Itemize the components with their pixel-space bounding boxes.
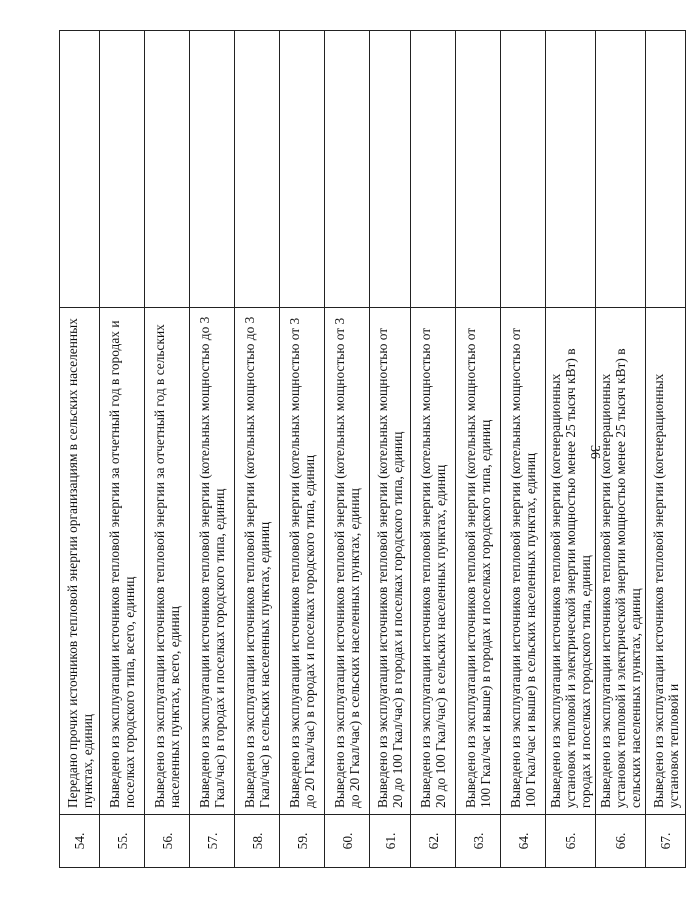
row-description: Выведено из эксплуатации источников тепловой энергии (когенерационных установок тепловой и bbox=[646, 308, 686, 815]
row-number: 60. bbox=[325, 815, 370, 868]
row-value bbox=[280, 31, 325, 308]
table-row bbox=[411, 31, 456, 868]
row-number: 58. bbox=[235, 815, 280, 868]
row-number: 63. bbox=[456, 815, 501, 868]
row-number: 61. bbox=[370, 815, 411, 868]
row-description: Выведено из эксплуатации источников тепловой энергии (котельных мощностью от 20 до 100 Гкал/час) в сельских населенных пунктах, единиц bbox=[411, 308, 456, 815]
row-description: Выведено из эксплуатации источников тепловой энергии (котельных мощностью от 100 Гкал/час и выше) в сельских населенных пунктах, единиц bbox=[501, 308, 546, 815]
row-value bbox=[646, 31, 686, 308]
table-row bbox=[596, 31, 646, 868]
row-value bbox=[235, 31, 280, 308]
table-row bbox=[501, 31, 546, 868]
row-number: 55. bbox=[100, 815, 145, 868]
table-row bbox=[546, 31, 596, 868]
document-table bbox=[59, 30, 686, 868]
table-row bbox=[60, 31, 100, 868]
row-value bbox=[411, 31, 456, 308]
row-description: Выведено из эксплуатации источников тепловой энергии за отчетный год в городах и поселках городского типа, всего, единиц bbox=[100, 308, 145, 815]
row-description: Выведено из эксплуатации источников тепловой энергии (котельных мощностью до 3 Гкал/час) в сельских населенных пунктах, единиц bbox=[235, 308, 280, 815]
row-number: 62. bbox=[411, 815, 456, 868]
row-value bbox=[60, 31, 100, 308]
row-value bbox=[325, 31, 370, 308]
row-value bbox=[546, 31, 596, 308]
row-description: Выведено из эксплуатации источников тепловой энергии (когенерационных установок тепловой и электрической энергии мощностью менее 25 тысяч кВт) в сельских населенных пунктах, единиц bbox=[596, 308, 646, 815]
row-value bbox=[145, 31, 190, 308]
row-description: Выведено из эксплуатации источников тепловой энергии за отчетный год в сельских населенных пунктах, всего, единиц bbox=[145, 308, 190, 815]
row-description: Выведено из эксплуатации источников тепловой энергии (котельных мощностью от 20 до 100 Гкал/час) в городах и поселках городского типа, единиц bbox=[370, 308, 411, 815]
row-description: Выведено из эксплуатации источников тепловой энергии (котельных мощностью от 3 до 20 Гкал/час) в сельских населенных пунктах, единиц bbox=[325, 308, 370, 815]
row-value bbox=[456, 31, 501, 308]
row-value bbox=[190, 31, 235, 308]
row-number: 65. bbox=[546, 815, 596, 868]
row-description: Выведено из эксплуатации источников тепловой энергии (котельных мощностью до 3 Гкал/час) в городах и поселках городского типа, единиц bbox=[190, 308, 235, 815]
row-number: 67. bbox=[646, 815, 686, 868]
row-description: Передано прочих источников тепловой энергии организациям в сельских населенных пунктах, единиц bbox=[60, 308, 100, 815]
page-number: 36 bbox=[587, 445, 602, 459]
row-description: Выведено из эксплуатации источников тепловой энергии (котельных мощностью от 3 до 20 Гкал/час) в городах и поселках городского типа, единиц bbox=[280, 308, 325, 815]
row-number: 54. bbox=[60, 815, 100, 868]
row-number: 66. bbox=[596, 815, 646, 868]
row-value bbox=[100, 31, 145, 308]
row-value bbox=[596, 31, 646, 308]
row-number: 64. bbox=[501, 815, 546, 868]
row-description: Выведено из эксплуатации источников тепловой энергии (котельных мощностью от 100 Гкал/час и выше) в городах и поселках городского типа, единиц bbox=[456, 308, 501, 815]
table-row bbox=[370, 31, 411, 868]
row-value bbox=[370, 31, 411, 308]
table-row bbox=[325, 31, 370, 868]
table-row bbox=[456, 31, 501, 868]
row-value bbox=[501, 31, 546, 308]
table-row bbox=[235, 31, 280, 868]
table-row bbox=[280, 31, 325, 868]
row-number: 59. bbox=[280, 815, 325, 868]
table-row bbox=[145, 31, 190, 868]
row-number: 57. bbox=[190, 815, 235, 868]
table-row bbox=[646, 31, 686, 868]
row-number: 56. bbox=[145, 815, 190, 868]
table-row bbox=[100, 31, 145, 868]
table-row bbox=[190, 31, 235, 868]
row-description: Выведено из эксплуатации источников тепловой энергии (когенерационных установок тепловой и электрической энергии мощностью менее 25 тысяч кВт) в городах и поселках городского типа, единиц bbox=[546, 308, 596, 815]
